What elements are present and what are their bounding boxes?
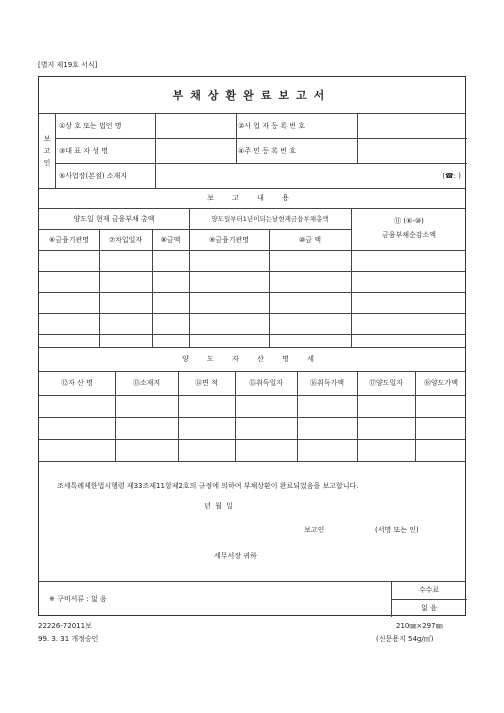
footer-paper-type: (신문용지 54g/㎡) (376, 635, 434, 643)
phone-field[interactable]: (☎: ) (442, 171, 461, 180)
debt-row[interactable] (39, 271, 465, 272)
asset-section-heading: 양 도 자 산 명 세 (182, 355, 322, 363)
debt-row[interactable] (39, 334, 465, 335)
col-acquisition-price: ⑯취득가액 (309, 379, 345, 387)
debt-row[interactable] (39, 313, 465, 314)
reporter-sign-label: 보고인 (304, 526, 325, 534)
form-number-label: [별지 제19호 서식] (38, 61, 98, 69)
reporter-section-label: 보고인 (43, 134, 51, 167)
business-name-label: ①상 호 또는 법인 명 (59, 121, 122, 130)
net-decrease-header: 금융부채순감소액 (381, 231, 437, 239)
statement-text: 조세특례제한법시행령 제33조제11항제2호의 규정에 의하여 부채상환이 완료되었음을 보고합니다. (57, 482, 359, 490)
required-documents: ※ 구비서류 : 없 음 (49, 595, 107, 603)
col-acquisition-date: ⑮취득일자 (248, 379, 284, 387)
addressee: 세무서장 귀하 (214, 552, 257, 560)
footer-paper-size: 210㎜×297㎜ (396, 622, 443, 630)
asset-row[interactable] (39, 439, 465, 440)
footer-form-code: 22226-72011보 (38, 622, 92, 630)
net-decrease-number: ⑪ (⑥-⑩) (394, 217, 424, 225)
business-name-input[interactable] (156, 113, 236, 138)
col-amount: ⑧금액 (160, 235, 181, 244)
col-area: ⑭면 적 (195, 379, 218, 387)
business-reg-number-input[interactable] (358, 113, 466, 138)
representative-input[interactable] (156, 138, 236, 163)
business-reg-number-label: ②사 업 자 등 록 번 호 (238, 121, 305, 130)
col-transfer-date: ⑰양도일자 (368, 379, 404, 387)
col-asset-name: ⑫자 산 명 (61, 379, 93, 387)
debt-after-one-year-header: 양도일부터1년이되는날현재금융부채총액 (211, 215, 329, 223)
resident-number-input[interactable] (358, 138, 466, 163)
debt-row[interactable] (39, 292, 465, 293)
asset-row[interactable] (39, 417, 465, 418)
location-label: ⑤사업장(본점) 소재지 (59, 171, 128, 180)
col-asset-location: ⑬소재지 (132, 379, 161, 387)
footer-approval-date: 99. 3. 31 개정승인 (38, 635, 99, 643)
col-transfer-price: ⑱양도가액 (423, 379, 459, 387)
resident-number-label: ④주 민 등 록 번 호 (238, 146, 296, 155)
report-form (38, 76, 466, 616)
col-bank-name-2: ⑨금융기관명 (208, 235, 250, 244)
debt-on-transfer-header: 양도일 현재 금융부채 총액 (73, 214, 155, 223)
form-title: 부채상환완료보고서 (172, 89, 332, 102)
representative-label: ③대 표 자 성 명 (59, 146, 108, 155)
col-bank-name: ⑥금융기관명 (48, 235, 90, 244)
fee-label: 수수료 (418, 586, 440, 594)
report-section-heading: 보 고 내 용 (207, 194, 297, 202)
fee-value: 없 음 (421, 604, 437, 612)
col-loan-date: ⑦차입일자 (108, 235, 143, 244)
col-amount-2: ⑩금 액 (298, 235, 322, 244)
date-line[interactable]: 년 월 일 (204, 502, 234, 510)
signature-note[interactable]: (서명 또는 인) (375, 526, 419, 534)
